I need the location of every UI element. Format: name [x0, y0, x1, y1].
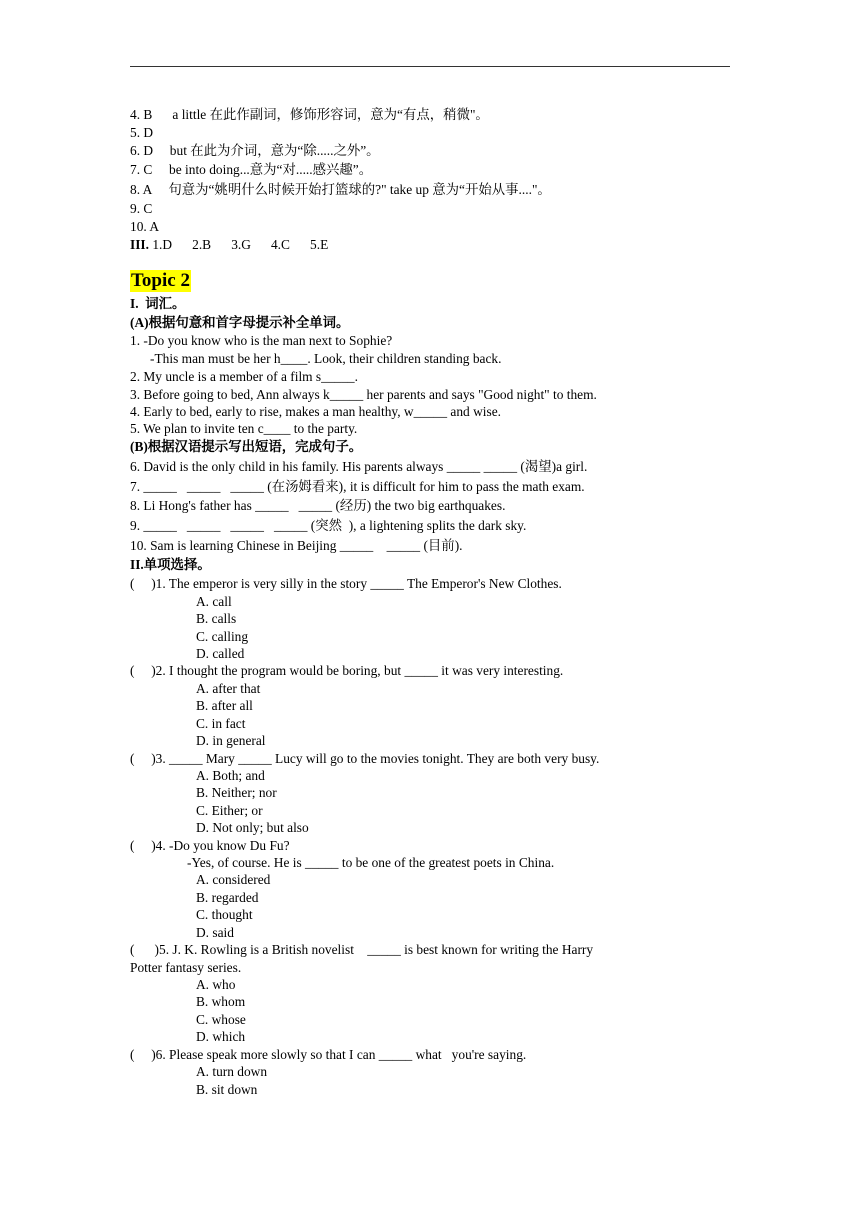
option: B. calls	[196, 611, 237, 626]
question-line: ( )1. The emperor is very silly in the story _____ The Emperor's New Clothes.	[130, 576, 562, 591]
question-line: 6. David is the only child in his family. His parents always _____ _____ (渴望)a girl.	[130, 459, 588, 474]
answer-line: 7. C be into doing...意为“对.....感兴趣”。	[130, 162, 373, 177]
option: B. whom	[196, 994, 246, 1009]
answer-line: 4. B a little 在此作副词，修饰形容词，意为“有点，稍微"。	[130, 107, 489, 122]
option: D. said	[196, 925, 234, 940]
question-line: 10. Sam is learning Chinese in Beijing _____ _____ (目前).	[130, 538, 463, 553]
question-line: ( )6. Please speak more slowly so that I can _____ what you're saying.	[130, 1047, 527, 1062]
option: D. which	[196, 1029, 246, 1044]
question-line: 3. Before going to bed, Ann always k_____ her parents and says "Good night" to them.	[130, 387, 597, 402]
option: B. regarded	[196, 890, 259, 905]
header-rule	[130, 66, 730, 67]
question-line: ( )4. -Do you know Du Fu?	[130, 838, 290, 853]
answer-line: 10. A	[130, 219, 160, 234]
option: A. considered	[196, 872, 271, 887]
option: B. Neither; nor	[196, 785, 277, 800]
question-line: ( )5. J. K. Rowling is a British novelist _____ is best known for writing the Harry	[130, 942, 594, 957]
topic-heading: Topic 2	[131, 270, 190, 291]
question-line: 7. _____ _____ _____ (在汤姆看来), it is difficult for him to pass the math exam.	[130, 479, 585, 494]
question-line: 1. -Do you know who is the man next to Sophie?	[130, 333, 393, 348]
option: C. whose	[196, 1012, 246, 1027]
question-line: ( )2. I thought the program would be boring, but _____ it was very interesting.	[130, 663, 564, 678]
question-line: Potter fantasy series.	[130, 960, 242, 975]
question-line: 4. Early to bed, early to rise, makes a man healthy, w_____ and wise.	[130, 404, 501, 419]
option: D. in general	[196, 733, 266, 748]
section-b-heading: (B)根据汉语提示写出短语，完成句子。	[130, 439, 363, 454]
section-iii-label: III.	[130, 237, 149, 252]
option: D. Not only; but also	[196, 820, 309, 835]
section-iii-text: 1.D 2.B 3.G 4.C 5.E	[148, 237, 329, 252]
question-line: 2. My uncle is a member of a film s_____.	[130, 369, 358, 384]
option: C. thought	[196, 907, 253, 922]
option: A. turn down	[196, 1064, 268, 1079]
option: B. sit down	[196, 1082, 258, 1097]
option: A. call	[196, 594, 232, 609]
option: B. after all	[196, 698, 253, 713]
answer-line: 6. D but 在此为介词，意为“除.....之外”。	[130, 143, 380, 158]
answer-line: 8. A 句意为“姚明什么时候开始打篮球的?" take up 意为“开始从事...."。	[130, 182, 551, 197]
question-line: ( )3. _____ Mary _____ Lucy will go to the movies tonight. They are both very busy.	[130, 751, 600, 766]
question-line: -Yes, of course. He is _____ to be one of the greatest poets in China.	[187, 855, 555, 870]
option: C. Either; or	[196, 803, 263, 818]
option: A. Both; and	[196, 768, 265, 783]
option: C. calling	[196, 629, 249, 644]
option: D. called	[196, 646, 245, 661]
question-line: 8. Li Hong's father has _____ _____ (经历) the two big earthquakes.	[130, 498, 506, 513]
option: A. after that	[196, 681, 261, 696]
answer-line: 9. C	[130, 201, 153, 216]
section-a-heading: (A)根据句意和首字母提示补全单词。	[130, 315, 350, 330]
option: A. who	[196, 977, 236, 992]
section-iii-answers	[130, 236, 328, 253]
question-line: 9. _____ _____ _____ _____ (突然 ), a lightening splits the dark sky.	[130, 518, 527, 533]
question-line: -This man must be her h____. Look, their children standing back.	[140, 351, 502, 366]
section-ii-heading: II.单项选择。	[130, 557, 211, 572]
option: C. in fact	[196, 716, 246, 731]
answer-line: 5. D	[130, 125, 154, 140]
question-line: 5. We plan to invite ten c____ to the party.	[130, 421, 358, 436]
section-i-heading: I. 词汇。	[130, 296, 186, 311]
